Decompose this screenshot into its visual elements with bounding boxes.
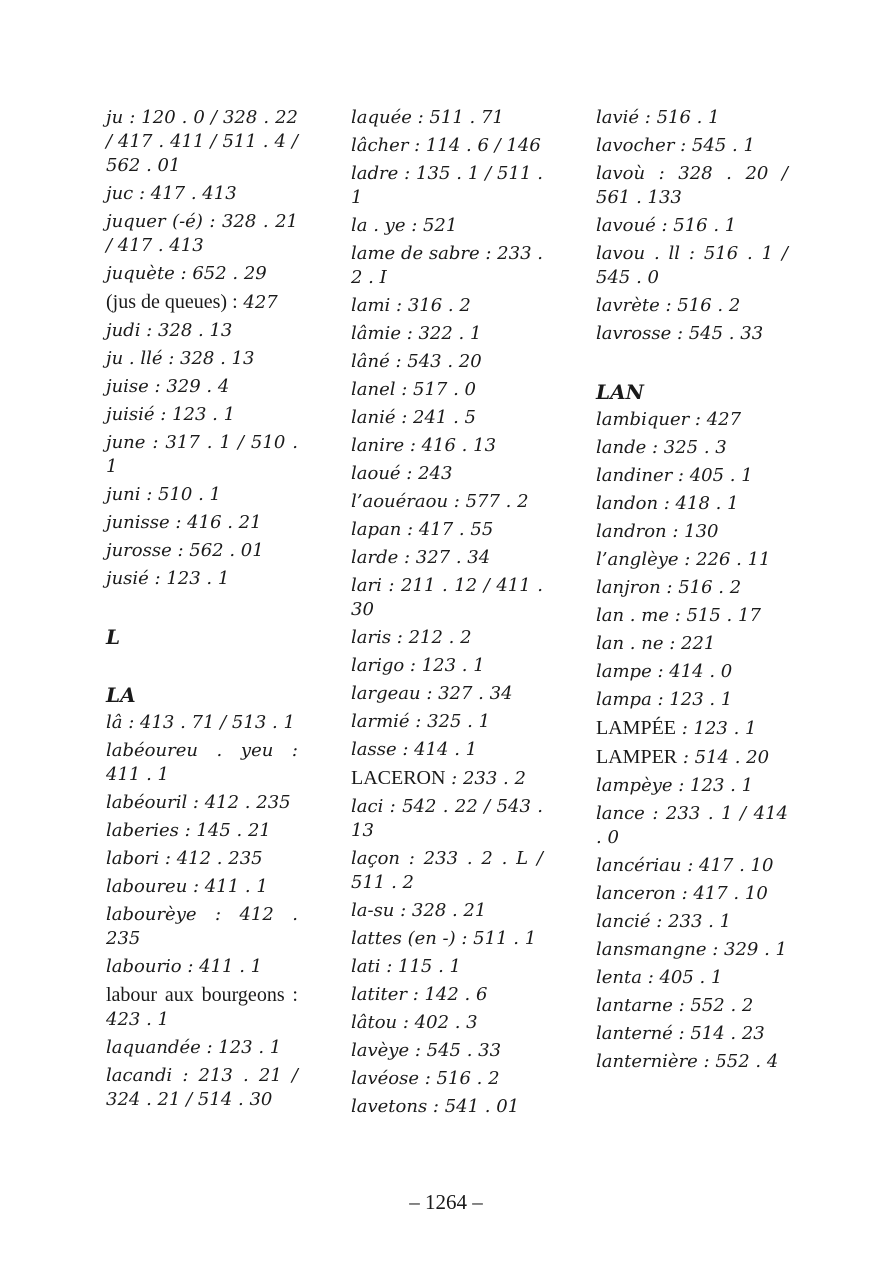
entry-text: lavoué : 516 . 1 — [596, 215, 737, 236]
index-entry — [351, 682, 543, 706]
index-entry — [351, 214, 543, 238]
index-entry — [106, 262, 298, 286]
index-entry — [106, 403, 298, 427]
index-entry — [351, 546, 543, 570]
entry-text: laris : 212 . 2 — [351, 627, 472, 648]
entry-headword-roman: LAMPÉE — [596, 717, 676, 739]
index-entry — [106, 210, 298, 258]
index-entry — [596, 632, 788, 656]
entry-text: lantarne : 552 . 2 — [596, 995, 754, 1016]
index-entry — [106, 319, 298, 343]
entry-text: lampa : 123 . 1 — [596, 689, 733, 710]
entry-text: lanié : 241 . 5 — [351, 407, 476, 428]
section-spacer — [106, 653, 298, 683]
index-entry — [351, 847, 543, 895]
index-entry — [596, 994, 788, 1018]
entry-text: l’aouéraou : 577 . 2 — [351, 491, 529, 512]
entry-text: la-su : 328 . 21 — [351, 900, 487, 921]
entry-text: judi : 328 . 13 — [106, 320, 233, 341]
section-heading: LAN — [596, 380, 644, 404]
index-entry — [596, 1050, 788, 1074]
index-entry — [351, 1067, 543, 1091]
entry-text: laboureu : 411 . 1 — [106, 876, 268, 897]
index-entry — [106, 955, 298, 979]
index-entry — [351, 927, 543, 951]
index-entry — [596, 134, 788, 158]
index-entry — [351, 518, 543, 542]
index-entry — [596, 548, 788, 572]
index-entry — [351, 134, 543, 158]
index-entry — [351, 1011, 543, 1035]
entry-text: lapan : 417 . 55 — [351, 519, 494, 540]
index-entry — [106, 791, 298, 815]
entry-text: jusié : 123 . 1 — [106, 568, 230, 589]
index-entry — [351, 1039, 543, 1063]
entry-text: lanjron : 516 . 2 — [596, 577, 742, 598]
index-entry — [106, 711, 298, 735]
entry-text: lanterné : 514 . 23 — [596, 1023, 765, 1044]
index-entry — [106, 106, 298, 178]
index-entry — [351, 462, 543, 486]
section-spacer — [596, 350, 788, 380]
section-spacer — [106, 595, 298, 625]
index-entry — [596, 408, 788, 432]
index-entry — [596, 576, 788, 600]
entry-text: lancié : 233 . 1 — [596, 911, 732, 932]
index-entry — [106, 182, 298, 206]
entry-text: lasse : 414 . 1 — [351, 739, 478, 760]
index-column-1 — [106, 106, 298, 1116]
index-entry — [106, 1064, 298, 1112]
entry-headword-roman: labour aux bourgeons : — [106, 984, 298, 1006]
index-entry — [596, 1022, 788, 1046]
entry-text: lâtou : 402 . 3 — [351, 1012, 478, 1033]
entry-text: lavrète : 516 . 2 — [596, 295, 741, 316]
index-entry — [106, 347, 298, 371]
entry-text: labori : 412 . 235 — [106, 848, 263, 869]
entry-text: landron : 130 — [596, 521, 719, 542]
entry-text: laoué : 243 — [351, 463, 453, 484]
entry-text: juc : 417 . 413 — [106, 183, 237, 204]
index-entry — [351, 322, 543, 346]
entry-text: latiter : 142 . 6 — [351, 984, 488, 1005]
entry-text: lavèye : 545 . 33 — [351, 1040, 502, 1061]
index-entry — [351, 350, 543, 374]
entry-text: larigo : 123 . 1 — [351, 655, 485, 676]
index-entry — [351, 294, 543, 318]
index-entry — [351, 710, 543, 734]
index-entry — [106, 983, 298, 1032]
index-entry — [351, 899, 543, 923]
index-entry — [596, 242, 788, 290]
index-entry — [106, 875, 298, 899]
entry-text: labéoureu . yeu : 411 . 1 — [106, 740, 298, 785]
entry-text: lavocher : 545 . 1 — [596, 135, 755, 156]
index-entry — [351, 574, 543, 622]
entry-text: lampèye : 123 . 1 — [596, 775, 754, 796]
entry-text: jurosse : 562 . 01 — [106, 540, 264, 561]
entry-text: lâné : 543 . 20 — [351, 351, 482, 372]
entry-text: ladre : 135 . 1 / 511 . 1 — [351, 163, 543, 208]
index-entry — [596, 716, 788, 741]
index-entry — [106, 1036, 298, 1060]
entry-text: : 514 . 20 — [677, 747, 770, 768]
index-entry — [596, 910, 788, 934]
index-entry — [106, 739, 298, 787]
index-entry — [106, 375, 298, 399]
index-entry — [351, 378, 543, 402]
entry-text: junisse : 416 . 21 — [106, 512, 262, 533]
index-entry — [351, 490, 543, 514]
entry-text: laberies : 145 . 21 — [106, 820, 271, 841]
index-entry — [596, 882, 788, 906]
entry-text: 423 . 1 — [106, 1009, 169, 1030]
entry-text: lavoù : 328 . 20 / 561 . 133 — [596, 163, 788, 208]
entry-text: lati : 115 . 1 — [351, 956, 461, 977]
entry-text: labourio : 411 . 1 — [106, 956, 263, 977]
index-entry — [106, 290, 298, 315]
index-entry — [596, 688, 788, 712]
entry-text: lâcher : 114 . 6 / 146 — [351, 135, 541, 156]
entry-text: lame de sabre : 233 . 2 . I — [351, 243, 543, 288]
index-entry — [106, 431, 298, 479]
index-entry — [596, 604, 788, 628]
index-entry — [596, 106, 788, 130]
entry-text: juquer (-é) : 328 . 21 / 417 . 413 — [106, 211, 298, 256]
entry-text: landiner : 405 . 1 — [596, 465, 753, 486]
index-entry — [351, 242, 543, 290]
index-column-3 — [596, 106, 788, 1078]
entry-text: ju : 120 . 0 / 328 . 22 / 417 . 411 / 511 . 4 / 562 . 01 — [106, 107, 298, 176]
entry-text: lavou . ll : 516 . 1 / 545 . 0 — [596, 243, 788, 288]
index-entry — [351, 1095, 543, 1119]
entry-text: 427 — [237, 292, 278, 313]
entry-text: lande : 325 . 3 — [596, 437, 727, 458]
index-entry — [106, 511, 298, 535]
entry-text: labéouril : 412 . 235 — [106, 792, 291, 813]
entry-text: : 233 . 2 — [445, 768, 526, 789]
entry-text: laquée : 511 . 71 — [351, 107, 504, 128]
entry-text: lari : 211 . 12 / 411 . 30 — [351, 575, 543, 620]
index-entry — [106, 567, 298, 591]
entry-text: lavéose : 516 . 2 — [351, 1068, 500, 1089]
index-entry — [351, 983, 543, 1007]
index-entry — [596, 745, 788, 770]
index-column-2 — [351, 106, 543, 1123]
page-number: – 1264 – — [409, 1190, 483, 1214]
index-entry — [596, 162, 788, 210]
entry-text: lanire : 416 . 13 — [351, 435, 497, 456]
index-entry — [596, 436, 788, 460]
entry-text: lancériau : 417 . 10 — [596, 855, 774, 876]
entry-text: june : 317 . 1 / 510 . 1 — [106, 432, 298, 477]
entry-text: lambiquer : 427 — [596, 409, 742, 430]
entry-headword-roman: (jus de queues) : — [106, 291, 238, 313]
entry-text: lami : 316 . 2 — [351, 295, 471, 316]
entry-text: larde : 327 . 34 — [351, 547, 491, 568]
index-entry — [596, 294, 788, 318]
index-entry — [351, 406, 543, 430]
index-entry — [106, 539, 298, 563]
index-entry — [106, 847, 298, 871]
entry-text: lampe : 414 . 0 — [596, 661, 733, 682]
entry-headword-roman: LACERON — [351, 767, 446, 789]
index-entry — [596, 802, 788, 850]
index-entry — [351, 626, 543, 650]
index-entry — [351, 162, 543, 210]
index-entry — [596, 774, 788, 798]
entry-text: lacandi : 213 . 21 / 324 . 21 / 514 . 30 — [106, 1065, 298, 1110]
entry-text: lâmie : 322 . 1 — [351, 323, 482, 344]
index-entry — [596, 492, 788, 516]
entry-text: labourèye : 412 . 235 — [106, 904, 298, 949]
index-entry — [596, 520, 788, 544]
index-entry — [596, 214, 788, 238]
entry-text: lenta : 405 . 1 — [596, 967, 723, 988]
entry-text: juquète : 652 . 29 — [106, 263, 267, 284]
index-entry — [351, 766, 543, 791]
index-entry — [596, 966, 788, 990]
entry-text: lan . me : 515 . 17 — [596, 605, 761, 626]
index-entry — [351, 738, 543, 762]
index-entry — [106, 903, 298, 951]
index-entry — [596, 322, 788, 346]
entry-text: juise : 329 . 4 — [106, 376, 230, 397]
index-entry — [596, 938, 788, 962]
entry-text: lattes (en -) : 511 . 1 — [351, 928, 537, 949]
index-entry — [106, 483, 298, 507]
index-entry — [106, 819, 298, 843]
index-entry — [596, 660, 788, 684]
index-entry — [351, 795, 543, 843]
entry-text: lavrosse : 545 . 33 — [596, 323, 764, 344]
index-entry — [596, 854, 788, 878]
index-entry — [351, 955, 543, 979]
entry-text: lansmangne : 329 . 1 — [596, 939, 787, 960]
entry-text: ju . llé : 328 . 13 — [106, 348, 255, 369]
entry-text: juisié : 123 . 1 — [106, 404, 236, 425]
index-entry — [351, 654, 543, 678]
entry-text: laci : 542 . 22 / 543 . 13 — [351, 796, 543, 841]
entry-text: lance : 233 . 1 / 414 . 0 — [596, 803, 788, 848]
section-heading: LA — [106, 683, 136, 707]
entry-text: lanternière : 552 . 4 — [596, 1051, 779, 1072]
entry-text: largeau : 327 . 34 — [351, 683, 513, 704]
entry-headword-roman: LAMPER — [596, 746, 678, 768]
index-entry — [351, 434, 543, 458]
entry-text: juni : 510 . 1 — [106, 484, 222, 505]
entry-text: lâ : 413 . 71 / 513 . 1 — [106, 712, 295, 733]
entry-text: landon : 418 . 1 — [596, 493, 739, 514]
entry-text: laquandée : 123 . 1 — [106, 1037, 282, 1058]
entry-text: la . ye : 521 — [351, 215, 458, 236]
section-heading: L — [106, 625, 121, 649]
index-entry — [596, 464, 788, 488]
entry-text: : 123 . 1 — [676, 718, 757, 739]
entry-text: laçon : 233 . 2 . L / 511 . 2 — [351, 848, 543, 893]
entry-text: lavetons : 541 . 01 — [351, 1096, 520, 1117]
entry-text: lanceron : 417 . 10 — [596, 883, 768, 904]
entry-text: lanel : 517 . 0 — [351, 379, 476, 400]
entry-text: larmié : 325 . 1 — [351, 711, 491, 732]
entry-text: l’anglèye : 226 . 11 — [596, 549, 771, 570]
entry-text: lan . ne : 221 — [596, 633, 716, 654]
index-entry — [351, 106, 543, 130]
entry-text: lavié : 516 . 1 — [596, 107, 720, 128]
